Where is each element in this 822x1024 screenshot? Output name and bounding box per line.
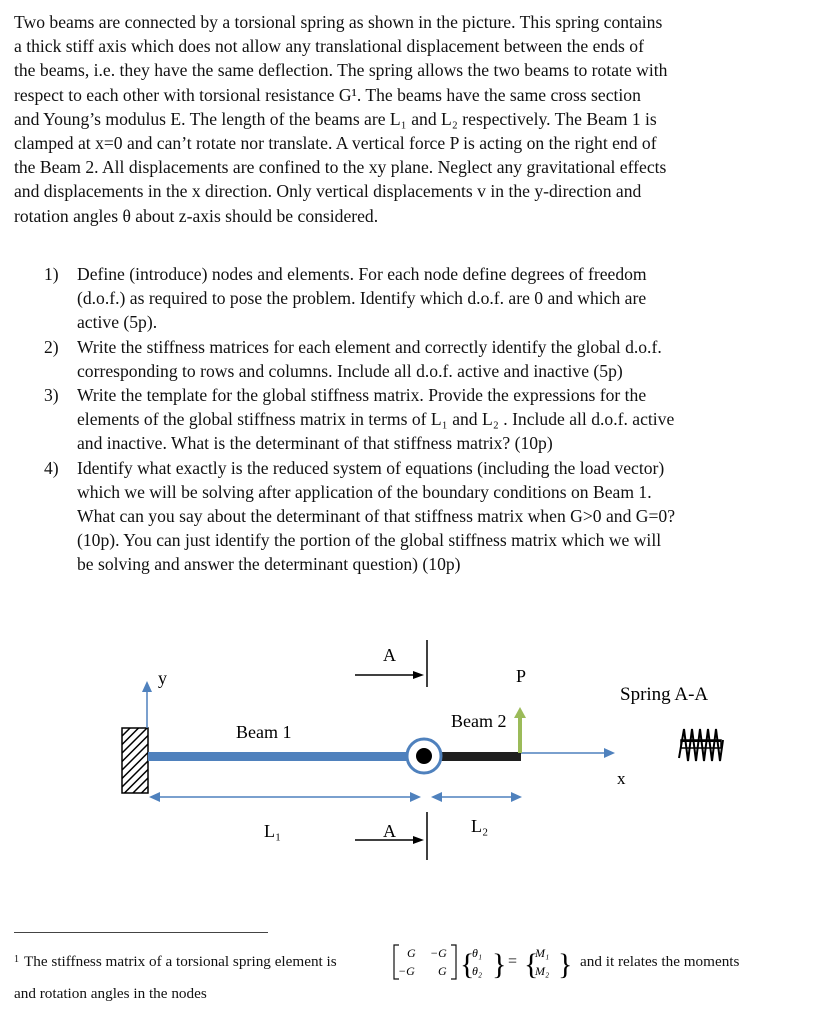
beam-diagram <box>0 630 822 870</box>
x-axis-label: x <box>617 769 626 788</box>
question-line: (d.o.f.) as required to pose the problem. Identify which d.o.f. are 0 and which are <box>77 288 647 309</box>
problem-intro <box>14 10 804 228</box>
question-item <box>44 456 784 577</box>
footnote <box>14 942 814 1002</box>
torsional-spring-icon <box>679 729 723 761</box>
question-line: corresponding to rows and columns. Include all d.o.f. active and inactive (5p) <box>77 360 623 381</box>
dimension-l1-right-arrow <box>410 792 421 802</box>
matrix-cell: −G <box>430 946 447 960</box>
question-line: and inactive. What is the determinant of that stiffness matrix? (10p) <box>77 433 553 454</box>
clamp-support <box>122 728 148 793</box>
intro-line: rotation angles θ about z-axis should be considered. <box>14 205 379 226</box>
intro-line: and Young’s modulus E. The length of the beams are L₁ and L₂ respectively. The Beam 1 is <box>14 108 657 129</box>
question-number: 1) <box>44 264 59 284</box>
section-arrow-bottom <box>413 836 424 844</box>
question-number: 2) <box>44 336 59 357</box>
matrix-cell: −G <box>398 964 415 978</box>
dimension-l2-right-arrow <box>511 792 522 802</box>
y-axis-label: y <box>158 668 167 688</box>
beam-1 <box>148 752 428 761</box>
question-line: (10p). You can just identify the portion of the global stiffness matrix which we will <box>77 530 662 551</box>
spring-joint-inner <box>416 748 432 764</box>
intro-line: and displacements in the x direction. Only vertical displacements v in the y-direction and <box>14 181 642 202</box>
question-line: which we will be solving after application of the boundary conditions on Beam 1. <box>77 481 652 502</box>
brace-right: } <box>558 948 573 981</box>
brace-right: } <box>492 948 507 981</box>
section-arrow-top <box>413 671 424 679</box>
brace-left: { <box>460 948 475 981</box>
question-line: be solving and answer the determinant question) (10p) <box>77 554 461 575</box>
question-line: Write the stiffness matrices for each element and correctly identify the global d.o.f. <box>77 336 662 357</box>
matrix-cell: G <box>407 946 416 960</box>
question-item <box>44 262 784 335</box>
intro-line: clamped at x=0 and can’t rotate nor translate. A vertical force P is acting on the right end of <box>14 133 657 154</box>
y-axis-arrowhead <box>142 681 152 692</box>
dimension-l1-left-arrow <box>149 792 160 802</box>
question-number: 4) <box>44 457 59 478</box>
footnote-marker: 1 <box>14 954 19 965</box>
question-list <box>44 262 784 577</box>
beam-1-label: Beam 1 <box>236 722 292 742</box>
intro-line: respect to each other with torsional resistance G¹. The beams have the same cross section <box>14 84 641 105</box>
intro-line: the Beam 2. All displacements are confined to the xy plane. Neglect any gravitational effects <box>14 157 667 178</box>
dimension-l2-left-arrow <box>431 792 442 802</box>
question-line: Identify what exactly is the reduced system of equations (including the load vector) <box>77 457 665 478</box>
footnote-line-2: and rotation angles in the nodes <box>14 985 207 1002</box>
force-arrowhead <box>514 707 526 718</box>
question-line: elements of the global stiffness matrix in terms of L₁ and L₂ . Include all d.o.f. active <box>77 409 675 430</box>
question-line: What can you say about the determinant of that stiffness matrix when G>0 and G=0? <box>77 506 675 527</box>
beam-2-label: Beam 2 <box>451 711 507 731</box>
theta-1: θ₁ <box>472 946 483 960</box>
brace-left: { <box>524 948 539 981</box>
footnote-text-before: The stiffness matrix of a torsional spring element is <box>24 953 337 970</box>
section-label-top: A <box>383 645 396 665</box>
question-line: active (5p). <box>77 312 158 333</box>
question-line: Define (introduce) nodes and elements. For each node define degrees of freedom <box>77 264 647 284</box>
x-axis-arrowhead <box>604 748 615 758</box>
length-1-label: L₁ <box>264 821 282 841</box>
question-item <box>44 383 784 456</box>
moment-2: M₂ <box>535 964 550 978</box>
theta-2: θ₂ <box>472 964 483 978</box>
intro-line: the beams, i.e. they have the same deflection. The spring allows the two beams to rotate with <box>14 60 668 81</box>
spring-section-label: Spring A-A <box>620 684 709 705</box>
section-label-bottom: A <box>383 821 396 841</box>
length-2-label: L₂ <box>471 816 489 836</box>
force-label: P <box>516 666 527 686</box>
question-number: 3) <box>44 385 59 406</box>
intro-line: a thick stiff axis which does not allow any translational displacement between the ends of <box>14 36 644 57</box>
question-item <box>44 335 784 383</box>
footnote-text-after: and it relates the moments <box>580 953 740 970</box>
beam-figure <box>0 630 822 870</box>
intro-line: Two beams are connected by a torsional spring as shown in the picture. This spring contains <box>14 12 663 32</box>
equals-sign: = <box>508 953 518 970</box>
moment-1: M₁ <box>535 946 550 960</box>
question-line: Write the template for the global stiffness matrix. Provide the expressions for the <box>77 385 647 406</box>
footnote-rule <box>14 932 268 933</box>
matrix-cell: G <box>438 964 447 978</box>
